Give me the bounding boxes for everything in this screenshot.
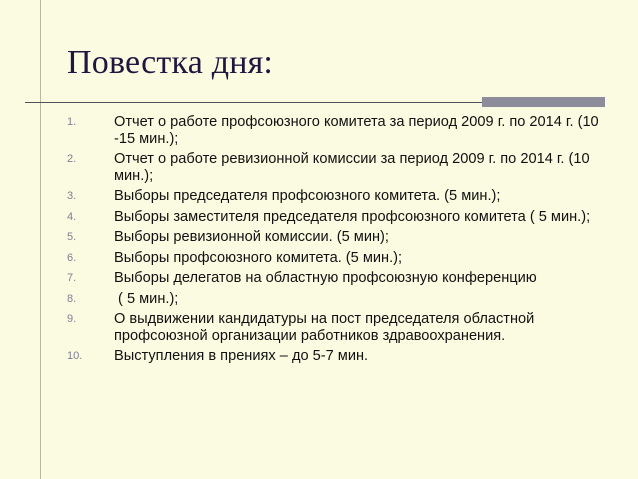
agenda-list bbox=[67, 114, 612, 369]
agenda-item-2 bbox=[67, 151, 612, 184]
title-underline bbox=[25, 102, 482, 103]
agenda-item-8 bbox=[67, 291, 612, 308]
agenda-item-text: Выборы профсоюзного комитета. (5 мин.); bbox=[114, 249, 403, 266]
agenda-item-text: Отчет о работе профсоюзного комитета за период 2009 г. по 2014 г. (10 -15 мин.); bbox=[114, 114, 599, 147]
agenda-item-number: 2. bbox=[67, 153, 77, 165]
agenda-item-number: 4. bbox=[67, 210, 77, 223]
agenda-item-number: 7. bbox=[67, 272, 77, 284]
agenda-item-9 bbox=[67, 311, 612, 344]
agenda-item-5 bbox=[67, 229, 612, 246]
slide-title: Повестка дня: bbox=[67, 44, 274, 81]
agenda-item-number: 5. bbox=[67, 231, 77, 243]
agenda-item-number: 9. bbox=[67, 313, 77, 325]
left-vertical-line bbox=[40, 0, 41, 479]
agenda-item-text: О выдвижении кандидатуры на пост председателя областной профсоюзной организации работников здравоохранения. bbox=[114, 311, 535, 344]
agenda-item-10 bbox=[67, 348, 612, 365]
agenda-item-text: Выборы председателя профсоюзного комитета. (5 мин.); bbox=[114, 188, 501, 204]
agenda-item-4 bbox=[67, 209, 612, 226]
agenda-item-text: Выборы заместителя председателя профсоюзного комитета ( 5 мин.); bbox=[114, 208, 591, 225]
agenda-item-number: 1. bbox=[67, 116, 77, 128]
agenda-item-text: Выборы делегатов на областную профсоюзную конференцию bbox=[114, 270, 537, 286]
agenda-item-text: Отчет о работе ревизионной комиссии за период 2009 г. по 2014 г. (10 мин.); bbox=[114, 151, 590, 184]
agenda-item-number: 8. bbox=[67, 292, 77, 305]
agenda-item-7 bbox=[67, 270, 612, 287]
agenda-item-6 bbox=[67, 250, 612, 267]
agenda-item-1 bbox=[67, 114, 612, 147]
title-accent-bar bbox=[482, 97, 605, 107]
agenda-item-text: Выборы ревизионной комиссии. (5 мин); bbox=[114, 229, 389, 245]
agenda-item-number: 6. bbox=[67, 251, 77, 264]
agenda-item-number: 10. bbox=[67, 350, 83, 362]
agenda-item-3 bbox=[67, 188, 612, 205]
agenda-item-text: Выступления в прениях – до 5-7 мин. bbox=[114, 348, 369, 364]
agenda-item-number: 3. bbox=[67, 190, 77, 202]
agenda-item-text: ( 5 мин.); bbox=[114, 290, 179, 307]
